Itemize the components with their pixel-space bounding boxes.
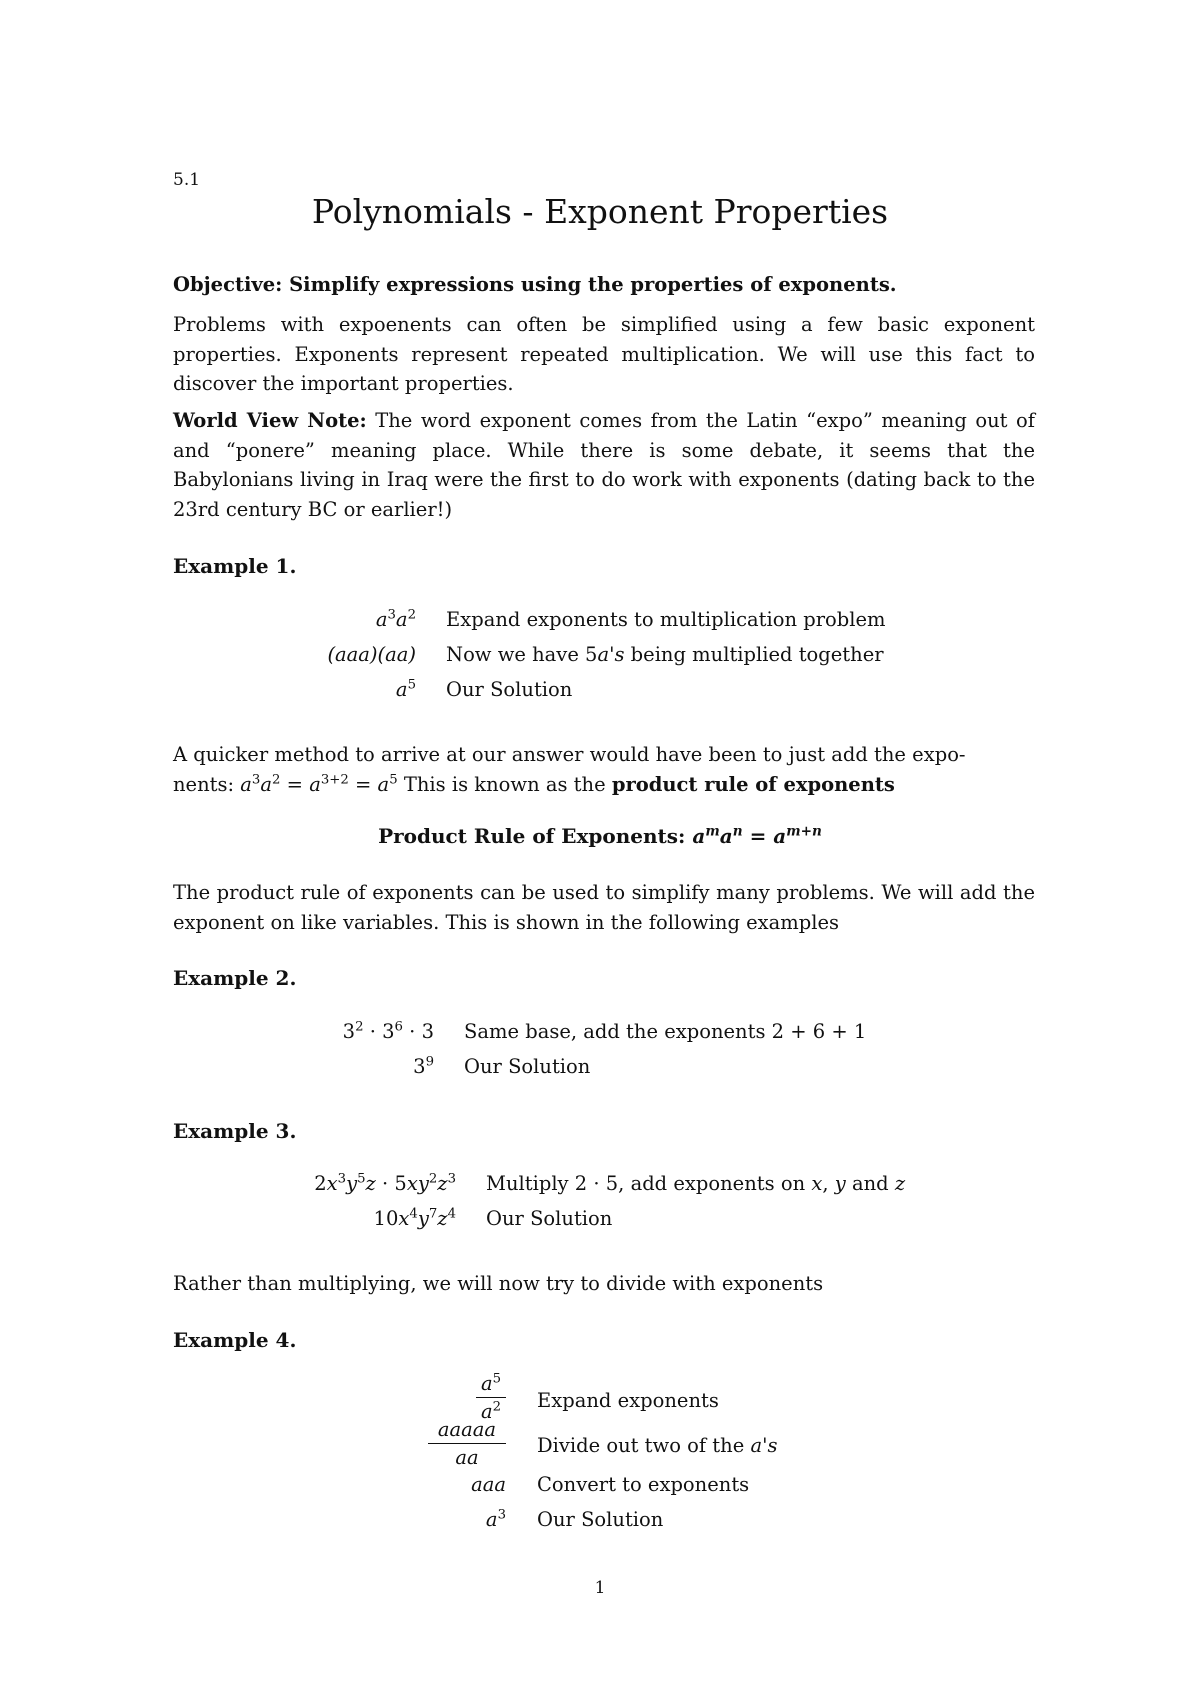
example-4-fraction-1 xyxy=(476,1372,506,1423)
example-4-expr-4: $a^3$ xyxy=(485,1507,506,1531)
divide-paragraph: Rather than multiplying, we will now try to divide with exponents xyxy=(173,1272,824,1295)
example-1-expr-3: $a^5$ xyxy=(395,677,416,701)
example-2-note-1: Same base, add the exponents 2 + 6 + 1 xyxy=(464,1020,867,1043)
page-title: Polynomials - Exponent Properties xyxy=(311,192,889,231)
example-1-note-1: Expand exponents to multiplication problem xyxy=(446,608,886,631)
world-view-label: World View Note: xyxy=(173,409,367,432)
example-3-expr-1: $2x^3y^5z \cdot 5xy^2z^3$ xyxy=(314,1171,456,1195)
example-3-expr-2: $10x^4y^7z^4$ xyxy=(373,1206,456,1230)
intro-paragraph: Problems with expoenents can often be simplified using a few basic exponent properties. Exponents represent repeated multiplication. We will use this fact to discover the important properties. xyxy=(173,313,1035,395)
fraction-denominator: aa xyxy=(455,1446,479,1469)
example-2-heading: Example 2. xyxy=(173,966,297,990)
fraction-numerator: aaaaa xyxy=(428,1418,506,1444)
section-number: 5.1 xyxy=(173,170,201,190)
world-view-text: The word exponent comes from the Latin “expo” meaning out of and “ponere” meaning place. While there is some debate, it seems that the Babylonians living in Iraq were the first to do work with exponents (dating back to the 23rd century BC or earlier!) xyxy=(173,409,1035,521)
example-1-expr-2: (aaa)(aa) xyxy=(327,643,416,666)
example-1-note-2: Now we have 5a's being multiplied together xyxy=(446,643,884,666)
example-4-note-1: Expand exponents xyxy=(537,1389,719,1412)
example-2-note-2: Our Solution xyxy=(464,1055,591,1078)
product-paragraph: A quicker method to arrive at our answer would have been to just add the expo- nents: $a^3a^2 = a^{3+2} = a^5$ This is known as the product rule of exponents xyxy=(173,743,966,796)
fraction-numerator: $a^5$ xyxy=(476,1372,506,1398)
fraction-denominator: $a^2$ xyxy=(480,1399,502,1423)
example-4-note-3: Convert to exponents xyxy=(537,1473,750,1496)
example-4-heading: Example 4. xyxy=(173,1328,297,1352)
example-2-expr-1: $3^2 \cdot 3^6 \cdot 3$ xyxy=(342,1019,434,1043)
example-4-note-4: Our Solution xyxy=(537,1508,664,1531)
product-rule-box: Product Rule of Exponents: $a^ma^n = a^{m+n}$ xyxy=(378,823,822,848)
example-4-expr-3: aaa xyxy=(471,1473,506,1496)
example-3-note-2: Our Solution xyxy=(486,1207,613,1230)
example-1-expr-1: $a^3a^2$ xyxy=(375,607,416,631)
world-view-note xyxy=(173,406,1035,524)
example-1-note-3: Our Solution xyxy=(446,678,573,701)
example-3-note-1: Multiply 2 · 5, add exponents on x, y and z xyxy=(486,1172,906,1195)
example-4-note-2: Divide out two of the a's xyxy=(537,1434,778,1457)
product-rule-paragraph: The product rule of exponents can be used to simplify many problems. We will add the exponent on like variables. This is shown in the following examples xyxy=(173,881,1035,934)
example-1-heading: Example 1. xyxy=(173,554,297,578)
page-number: 1 xyxy=(594,1578,606,1598)
example-4-fraction-2 xyxy=(428,1418,506,1469)
example-3-heading: Example 3. xyxy=(173,1119,297,1143)
example-2-expr-2: $3^9$ xyxy=(413,1054,434,1078)
objective: Objective: Simplify expressions using the properties of exponents. xyxy=(173,273,897,296)
